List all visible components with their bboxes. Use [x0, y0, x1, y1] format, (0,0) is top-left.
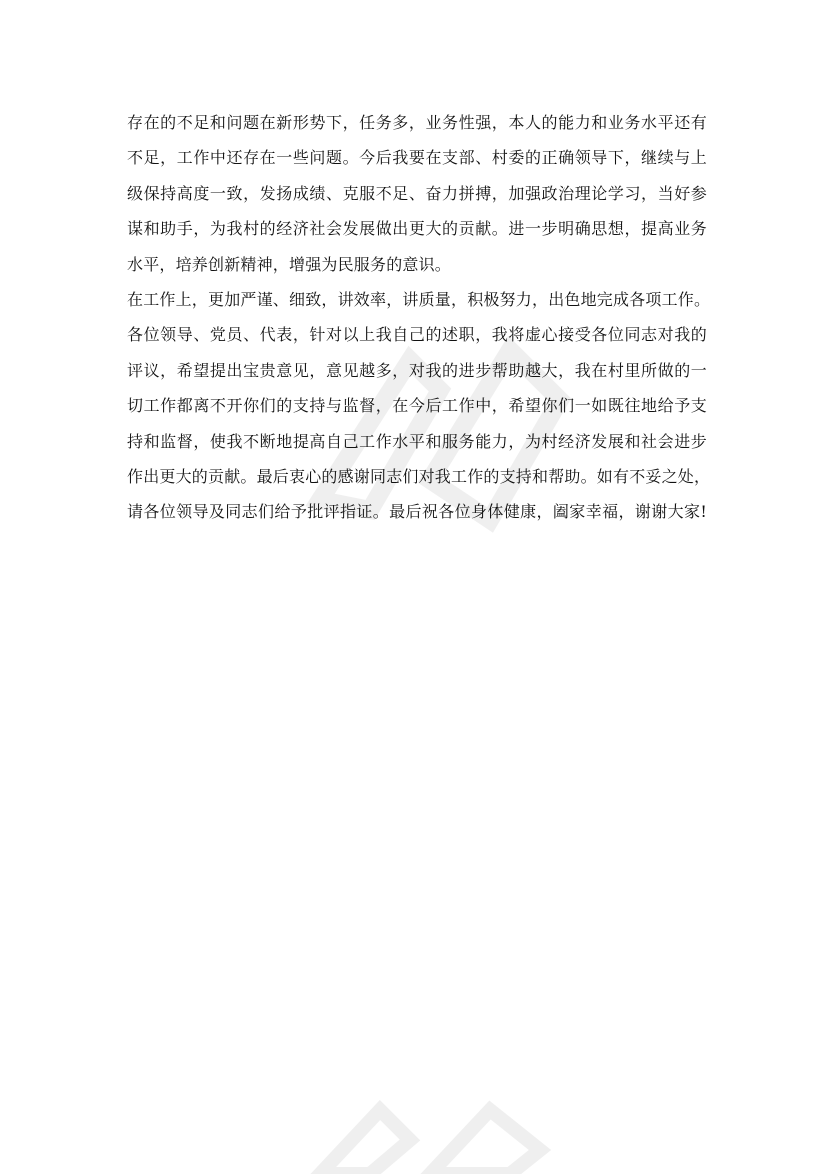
text-line: 水平，培养创新精神，增强为民服务的意识。 — [127, 254, 452, 274]
text-line: 谋和助手，为我村的经济社会发展做出更大的贡献。进一步明确思想，提高业务 — [127, 219, 707, 239]
text-line: 切工作都离不开你们的支持与监督，在今后工作中，希望你们一如既往地给予支 — [127, 396, 707, 416]
text-line: 作出更大的贡献。最后衷心的感谢同志们对我工作的支持和帮助。如有不妥之处， — [127, 466, 711, 486]
body-text — [127, 105, 711, 530]
text-line: 持和监督，使我不断地提高自己工作水平和服务能力，为村经济发展和社会进步 — [127, 431, 707, 451]
text-line: 存在的不足和问题在新形势下，任务多，业务性强，本人的能力和业务水平还有 — [127, 113, 707, 132]
text-line: 评议，希望提出宝贵意见，意见越多，对我的进步帮助越大，我在村里所做的一 — [127, 360, 707, 380]
text-line: 级保持高度一致，发扬成绩、克服不足、奋力拼搏，加强政治理论学习，当好参 — [127, 183, 707, 203]
watermark-logo-bottom — [300, 1100, 560, 1174]
text-line: 在工作上，更加严谨、细致，讲效率，讲质量，积极努力，出色地完成各项工作。 — [127, 289, 711, 309]
text-line: 各位领导、党员、代表，针对以上我自己的述职，我将虚心接受各位同志对我的 — [127, 325, 707, 345]
text-line: 请各位领导及同志们给予批评指证。最后祝各位身体健康，阖家幸福，谢谢大家! — [127, 502, 707, 522]
text-line: 不足，工作中还存在一些问题。今后我要在支部、村委的正确领导下，继续与上 — [127, 148, 707, 168]
